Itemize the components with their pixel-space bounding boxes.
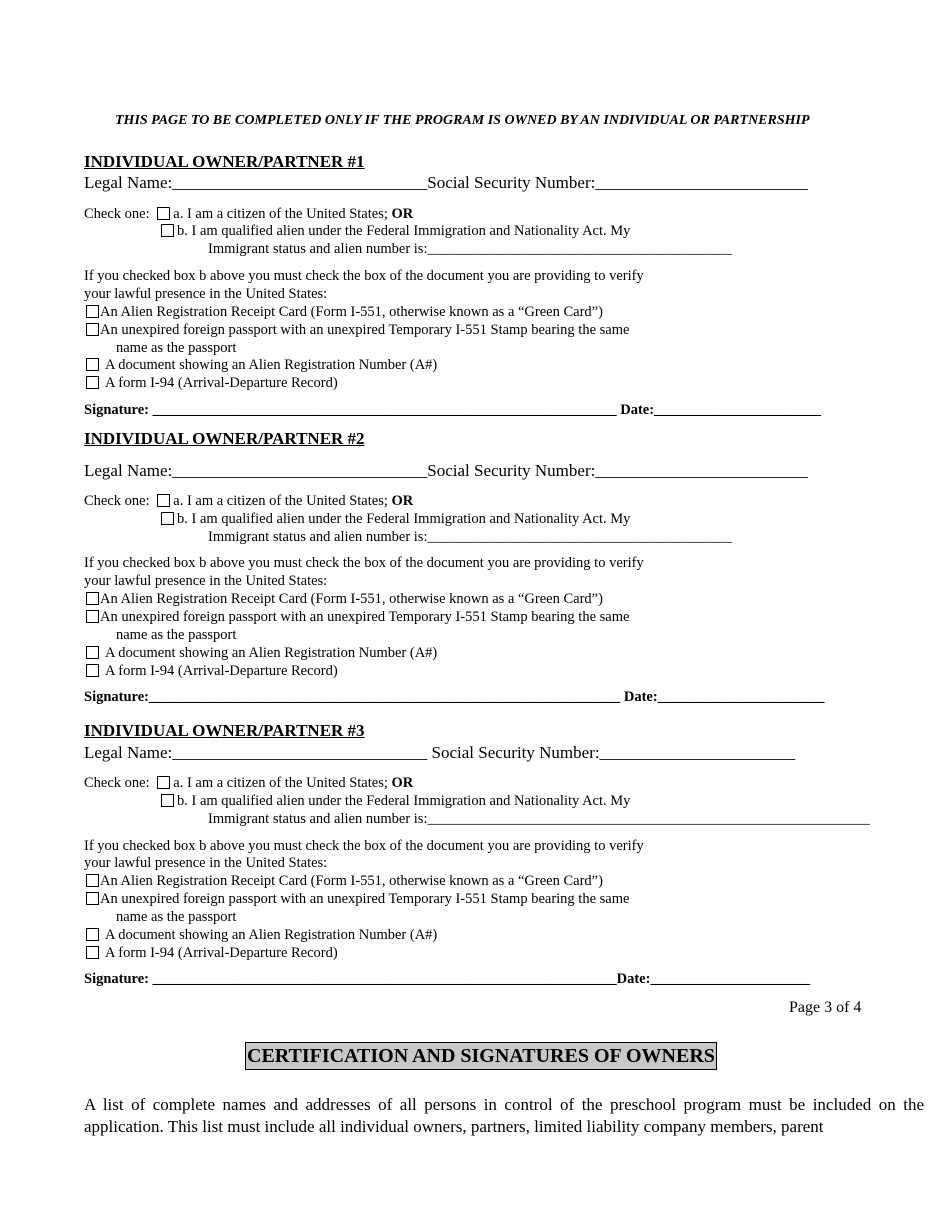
partner-2-doc-2-checkbox[interactable] [86, 610, 99, 623]
partner-1-check-one [84, 206, 413, 223]
alien-label: b. I am qualified alien under the Federal Immigration and Nationality Act. My [177, 793, 631, 809]
partner-1-ssn-field[interactable]: Social Security Number:_________________________ [427, 173, 808, 192]
citizen-label: a. I am a citizen of the United States; [173, 493, 388, 509]
alien-number-label: Immigrant status and alien number is: [208, 241, 428, 257]
partner-2-legal-name-row [84, 461, 808, 481]
partner-1-heading: INDIVIDUAL OWNER/PARTNER #1 [84, 152, 365, 171]
partner-3-doc-1-checkbox[interactable] [86, 874, 99, 887]
or-label: OR [391, 206, 414, 222]
partner-3-legal-name-field[interactable]: Legal Name:______________________________ [84, 743, 428, 762]
partner-1-alien-row [161, 223, 630, 240]
partner-2-doc-4-checkbox[interactable] [86, 664, 99, 677]
partner-3-alien-number-row [208, 811, 870, 828]
alien-label: b. I am qualified alien under the Federal Immigration and Nationality Act. My [177, 223, 631, 239]
partner-3-doc-1 [86, 873, 603, 890]
partner-1-legal-name-row [84, 173, 808, 193]
partner-2-alien-number-row [208, 529, 732, 546]
partner-1-date-field[interactable]: Date:_______________________ [620, 402, 821, 418]
partner-1-doc-1-checkbox[interactable] [86, 305, 99, 318]
partner-1-verify-line-1: If you checked box b above you must check the box of the document you are providing to verify [84, 268, 644, 284]
partner-2-doc-4 [86, 663, 338, 680]
doc-1-label: An Alien Registration Receipt Card (Form I-551, otherwise known as a “Green Card”) [100, 873, 603, 889]
partner-1-doc-2-cont: name as the passport [116, 340, 237, 356]
partner-3-doc-2-cont: name as the passport [116, 909, 237, 925]
partner-1-verify-line-2: your lawful presence in the United States: [84, 286, 328, 302]
partner-3-citizen-checkbox[interactable] [157, 776, 170, 789]
partner-2-alien-checkbox[interactable] [161, 512, 174, 525]
doc-4-label: A form I-94 (Arrival-Departure Record) [105, 663, 338, 679]
partner-3-alien-number-field[interactable]: _____________________________________________________________ [427, 811, 870, 827]
partner-2-ssn-field[interactable]: Social Security Number:_________________________ [427, 461, 808, 480]
partner-2-doc-3 [86, 645, 437, 662]
alien-number-label: Immigrant status and alien number is: [208, 529, 428, 545]
citizen-label: a. I am a citizen of the United States; [173, 775, 388, 791]
partner-3-doc-4-checkbox[interactable] [86, 946, 99, 959]
partner-3-alien-row [161, 793, 630, 810]
doc-3-label: A document showing an Alien Registration Number (A#) [105, 357, 438, 373]
partner-1-alien-number-field[interactable]: __________________________________________ [427, 241, 732, 257]
partner-3-doc-3 [86, 927, 437, 944]
doc-2-label: An unexpired foreign passport with an unexpired Temporary I-551 Stamp bearing the same [100, 891, 630, 907]
partner-2-heading: INDIVIDUAL OWNER/PARTNER #2 [84, 429, 365, 448]
partner-2-verify-line-2: your lawful presence in the United States: [84, 573, 328, 589]
alien-number-label: Immigrant status and alien number is: [208, 811, 428, 827]
citizen-label: a. I am a citizen of the United States; [173, 206, 388, 222]
partner-2-doc-2-cont: name as the passport [116, 627, 237, 643]
partner-3-ssn-field[interactable]: Social Security Number:_______________________ [431, 743, 796, 762]
partner-3-signature-field[interactable]: Signature: ________________________________________________________________ [84, 971, 617, 987]
partner-2-date-field[interactable]: Date:_______________________ [623, 689, 825, 705]
doc-1-label: An Alien Registration Receipt Card (Form I-551, otherwise known as a “Green Card”) [100, 591, 603, 607]
partner-3-doc-4 [86, 945, 338, 962]
doc-2-label: An unexpired foreign passport with an unexpired Temporary I-551 Stamp bearing the same [100, 322, 630, 338]
partner-3-check-one [84, 775, 413, 792]
partner-2-alien-row [161, 511, 630, 528]
partner-2-alien-number-field[interactable]: __________________________________________ [427, 529, 732, 545]
partner-2-verify-line-1: If you checked box b above you must check the box of the document you are providing to verify [84, 555, 644, 571]
partner-1-doc-1 [86, 304, 603, 321]
partner-2-check-one [84, 493, 413, 510]
partner-2-signature-field[interactable]: Signature:_________________________________________________________________ [84, 689, 621, 705]
partner-1-legal-name-field[interactable]: Legal Name:______________________________ [84, 173, 428, 192]
partner-2-signature-row [84, 689, 824, 706]
doc-3-label: A document showing an Alien Registration Number (A#) [105, 927, 438, 943]
partner-2-legal-name-field[interactable]: Legal Name:______________________________ [84, 461, 428, 480]
partner-3-doc-2 [86, 891, 629, 908]
partner-3-verify-line-2: your lawful presence in the United States: [84, 855, 328, 871]
doc-1-label: An Alien Registration Receipt Card (Form I-551, otherwise known as a “Green Card”) [100, 304, 603, 320]
partner-1-alien-checkbox[interactable] [161, 224, 174, 237]
partner-3-alien-checkbox[interactable] [161, 794, 174, 807]
partner-3-legal-name-row [84, 743, 795, 763]
certification-paragraph: A list of complete names and addresses of all persons in control of the preschool program must be included on the application. This list must include all individual owners, partners, limited liability company members, parent [84, 1095, 924, 1136]
alien-label: b. I am qualified alien under the Federal Immigration and Nationality Act. My [177, 511, 631, 527]
partner-3-signature-row [84, 971, 810, 988]
doc-4-label: A form I-94 (Arrival-Departure Record) [105, 945, 338, 961]
partner-1-doc-4 [86, 375, 338, 392]
partner-2-citizen-checkbox[interactable] [157, 494, 170, 507]
doc-4-label: A form I-94 (Arrival-Departure Record) [105, 375, 338, 391]
partner-1-doc-3-checkbox[interactable] [86, 358, 99, 371]
partner-1-signature-row [84, 402, 821, 419]
check-one-label: Check one: [84, 206, 150, 222]
doc-3-label: A document showing an Alien Registration Number (A#) [105, 645, 438, 661]
partner-1-doc-2-checkbox[interactable] [86, 323, 99, 336]
check-one-label: Check one: [84, 493, 150, 509]
partner-2-doc-1-checkbox[interactable] [86, 592, 99, 605]
partner-2-doc-3-checkbox[interactable] [86, 646, 99, 659]
partner-3-verify-line-1: If you checked box b above you must check the box of the document you are providing to verify [84, 838, 644, 854]
or-label: OR [391, 493, 414, 509]
page-number: Page 3 of 4 [789, 999, 862, 1016]
partner-3-doc-2-checkbox[interactable] [86, 892, 99, 905]
partner-2-doc-2 [86, 609, 629, 626]
partner-1-signature-field[interactable]: Signature: ________________________________________________________________ [84, 402, 617, 418]
partner-3-date-field[interactable]: Date:______________________ [616, 971, 810, 987]
partner-2-doc-1 [86, 591, 603, 608]
partner-1-doc-2 [86, 322, 629, 339]
or-label: OR [391, 775, 414, 791]
partner-1-alien-number-row [208, 241, 732, 258]
page-banner: THIS PAGE TO BE COMPLETED ONLY IF THE PROGRAM IS OWNED BY AN INDIVIDUAL OR PARTNERSHIP [115, 113, 810, 128]
partner-3-doc-3-checkbox[interactable] [86, 928, 99, 941]
partner-3-heading: INDIVIDUAL OWNER/PARTNER #3 [84, 721, 365, 740]
partner-1-citizen-checkbox[interactable] [157, 207, 170, 220]
certification-title: CERTIFICATION AND SIGNATURES OF OWNERS [245, 1042, 717, 1070]
check-one-label: Check one: [84, 775, 150, 791]
partner-1-doc-4-checkbox[interactable] [86, 376, 99, 389]
doc-2-label: An unexpired foreign passport with an unexpired Temporary I-551 Stamp bearing the same [100, 609, 630, 625]
partner-1-doc-3 [86, 357, 437, 374]
